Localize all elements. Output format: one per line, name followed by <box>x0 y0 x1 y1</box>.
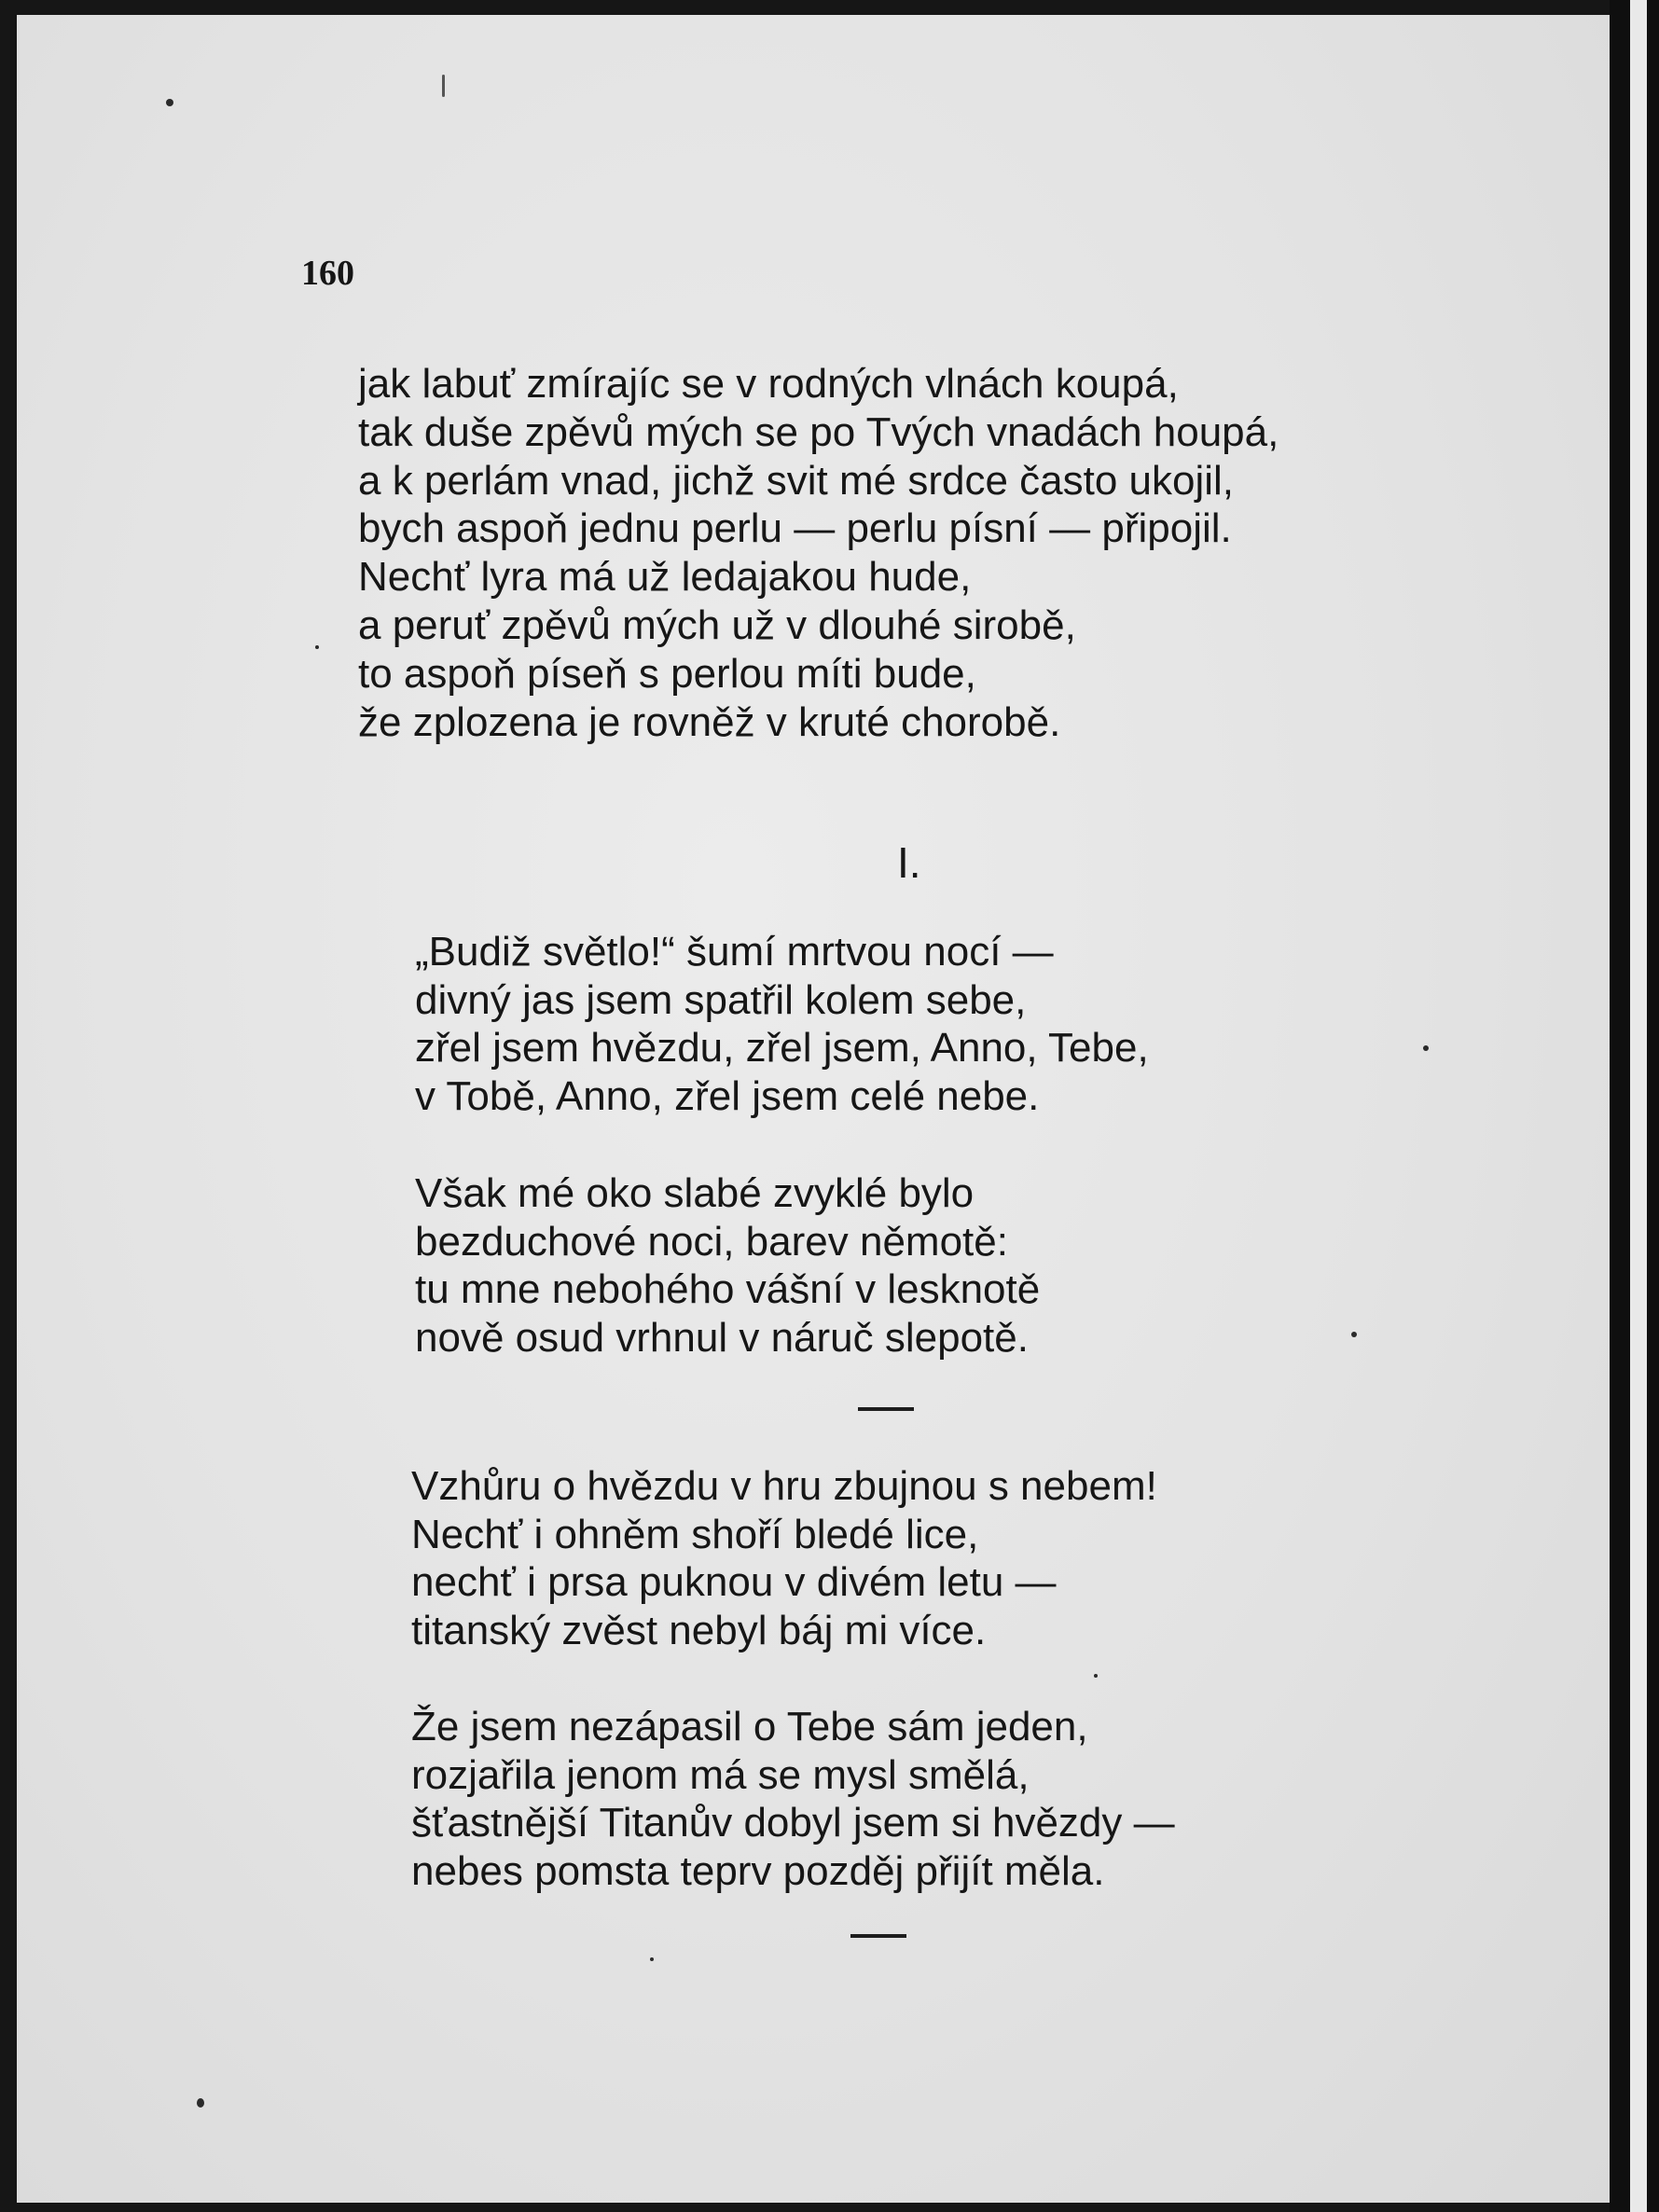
poem-line: Nechť lyra má už ledajakou hude, <box>358 554 972 601</box>
poem-line: tu mne nebohého vášní v lesknotě <box>415 1266 1041 1312</box>
poem-line: bych aspoň jednu perlu — perlu písní — připojil. <box>358 505 1232 552</box>
page-number: 160 <box>301 254 354 293</box>
poem-line: zřel jsem hvězdu, zřel jsem, Anno, Tebe, <box>415 1025 1149 1071</box>
intro-stanza <box>358 360 1279 746</box>
poem-line: jak labuť zmírajíc se v rodných vlnách koupá, <box>358 361 1179 407</box>
poem-line: Vzhůru o hvězdu v hru zbujnou s nebem! <box>411 1463 1157 1509</box>
dust-speck <box>197 2098 204 2108</box>
poem-line: rozjařila jenom má se mysl smělá, <box>411 1751 1030 1798</box>
section-divider <box>858 1407 914 1411</box>
poem-line: divný jas jsem spatřil kolem sebe, <box>415 976 1027 1023</box>
dust-speck <box>650 1957 654 1961</box>
poem-line: Nechť i ohněm shoří bledé lice, <box>411 1511 979 1557</box>
poem-line: Že jsem nezápasil o Tebe sám jeden, <box>411 1704 1088 1749</box>
dust-speck <box>315 645 319 649</box>
dust-speck <box>1094 1674 1098 1678</box>
poem-line: že zplozena je rovněž v kruté chorobě. <box>358 698 1061 745</box>
poem-line: nebes pomsta teprv pozděj přijít měla. <box>411 1847 1105 1894</box>
stanza-1 <box>415 928 1149 1120</box>
poem-line: šťastnější Titanův dobyl jsem si hvězdy — <box>411 1800 1175 1846</box>
poem-line: to aspoň píseň s perlou míti bude, <box>358 650 976 697</box>
poem-line: v Tobě, Anno, zřel jsem celé nebe. <box>415 1072 1040 1119</box>
poem-line: Však mé oko slabé zvyklé bylo <box>415 1170 975 1216</box>
poem-line: nechť i prsa puknou v divém letu — <box>411 1559 1057 1605</box>
poem-line: a peruť zpěvů mých už v dlouhé sirobě, <box>358 601 1076 648</box>
stanza-2 <box>415 1169 1040 1362</box>
next-page-edge <box>1630 0 1647 2212</box>
poem-line: „Budiž světlo!“ šumí mrtvou nocí — <box>415 929 1054 975</box>
dust-speck <box>1423 1045 1429 1051</box>
stanza-3 <box>411 1462 1157 1654</box>
dust-speck <box>166 99 173 106</box>
dust-speck <box>1351 1332 1357 1337</box>
section-heading: I. <box>897 838 921 887</box>
stanza-4 <box>411 1703 1175 1895</box>
poem-line: nově osud vrhnul v náruč slepotě. <box>415 1314 1029 1361</box>
poem-line: bezduchové noci, barev němotě: <box>415 1218 1008 1265</box>
section-divider <box>850 1934 906 1938</box>
poem-line: titanský zvěst nebyl báj mi více. <box>411 1607 987 1653</box>
dust-speck <box>442 75 445 97</box>
poem-line: tak duše zpěvů mých se po Tvých vnadách houpá, <box>358 408 1279 455</box>
poem-line: a k perlám vnad, jichž svit mé srdce často ukojil, <box>358 457 1235 504</box>
